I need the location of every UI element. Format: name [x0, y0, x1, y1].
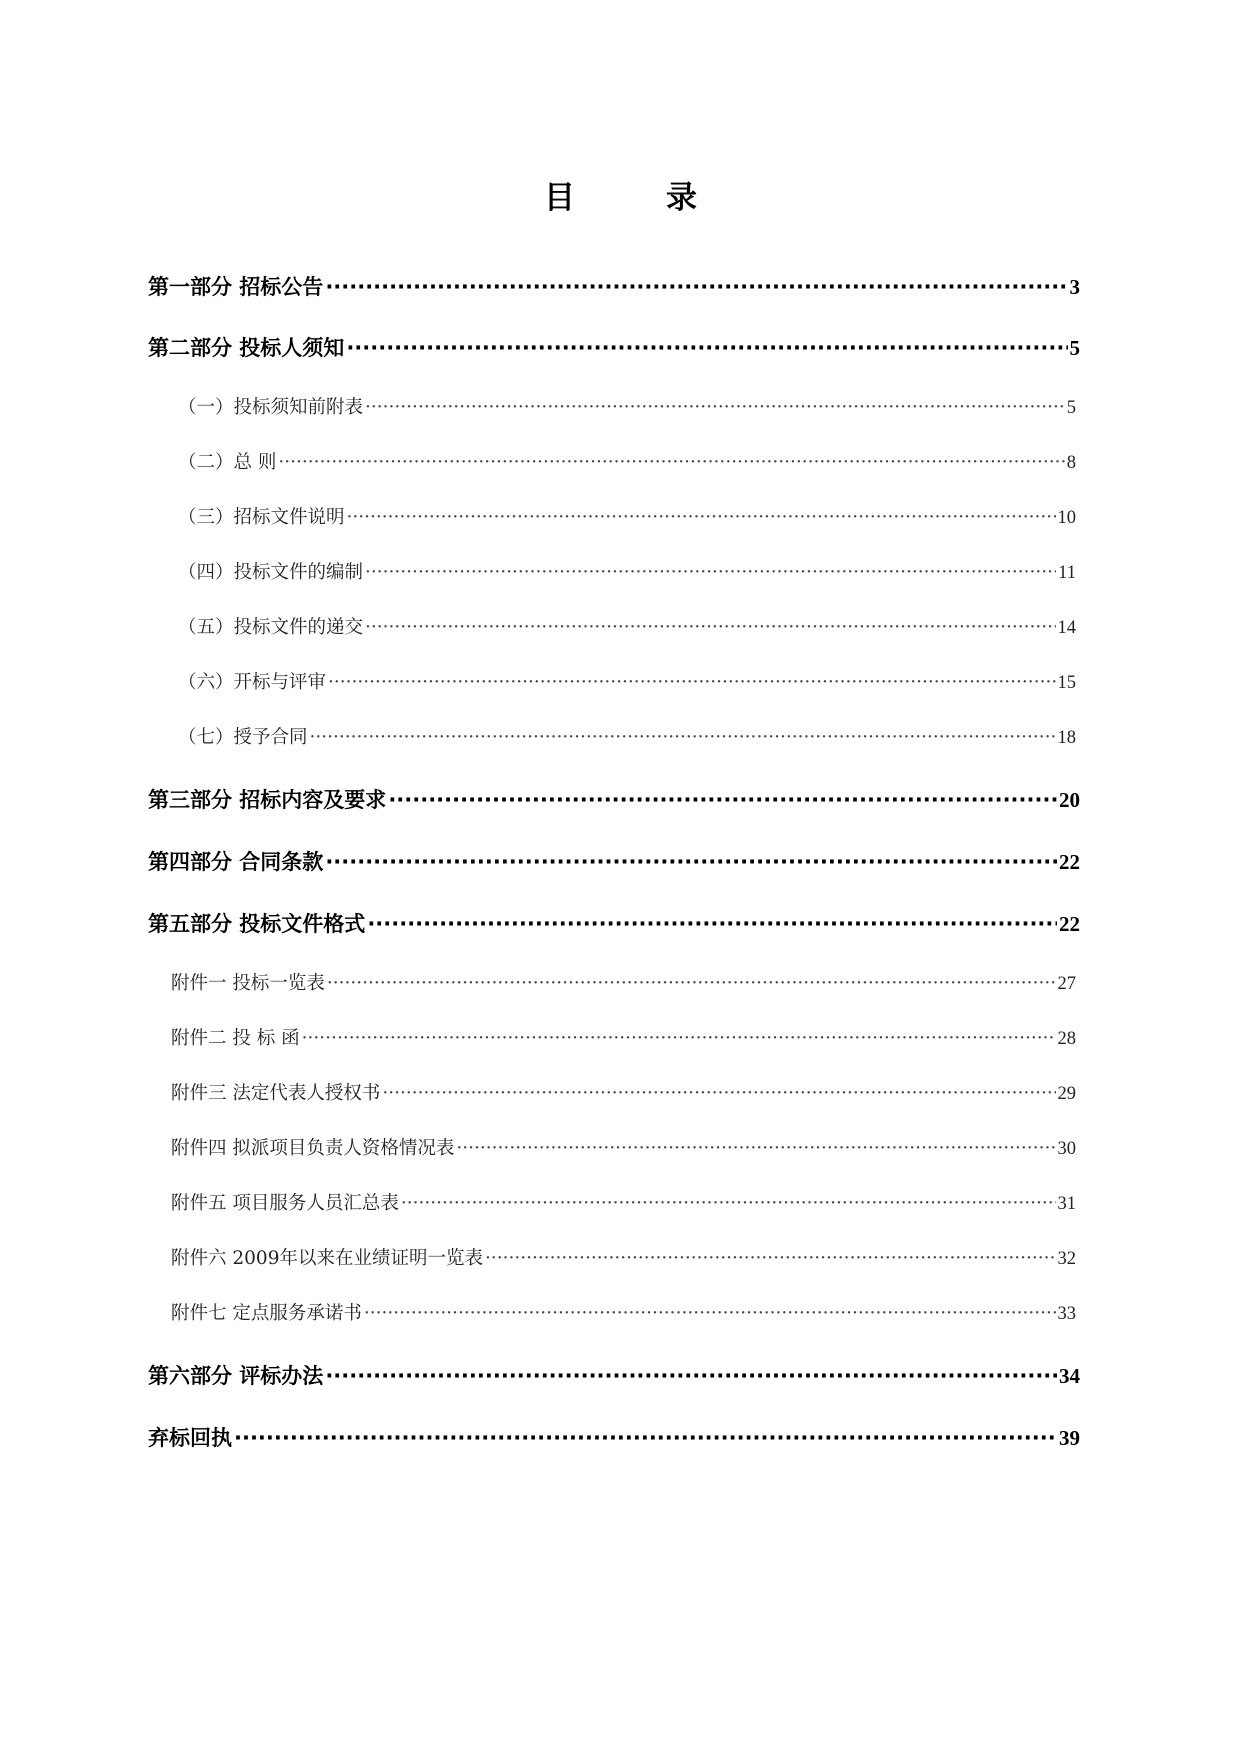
- toc-page-number: 22: [1059, 912, 1080, 936]
- dot-leader: [327, 971, 1056, 997]
- dot-leader: [310, 725, 1056, 751]
- toc-entry-label: 附件三 法定代表人授权书: [171, 1083, 381, 1104]
- toc-entry-section-2[interactable]: [178, 450, 1076, 476]
- toc-page-number: 5: [1066, 398, 1076, 418]
- dot-leader: [328, 670, 1055, 696]
- toc-page-number: 5: [1069, 336, 1080, 360]
- toc-entry-label: 附件一 投标一览表: [171, 973, 325, 994]
- toc-entry-attachment-1[interactable]: [171, 971, 1076, 997]
- toc-page-number: 28: [1057, 1029, 1076, 1049]
- toc-entry-label: 附件七 定点服务承诺书: [171, 1303, 362, 1324]
- toc-entry-label: （一）投标须知前附表: [178, 397, 364, 418]
- toc-entry-section-3[interactable]: [178, 505, 1076, 531]
- dot-leader: [401, 1191, 1056, 1217]
- dot-leader: [485, 1246, 1056, 1272]
- toc-entry-part-1[interactable]: [148, 273, 1080, 301]
- toc-entry-part-3[interactable]: [148, 786, 1080, 814]
- toc-entry-label: （七）授予合同: [178, 727, 308, 748]
- toc-page-number: 20: [1059, 788, 1080, 812]
- toc-entry-label: （二）总 则: [178, 452, 277, 473]
- dot-leader: [347, 505, 1056, 531]
- dot-leader: [325, 1362, 1057, 1390]
- toc-entry-part-6[interactable]: [148, 1362, 1080, 1390]
- toc-entry-part-5[interactable]: [148, 910, 1080, 938]
- toc-entry-section-4[interactable]: [178, 560, 1076, 586]
- toc-entry-label: 附件六 2009年以来在业绩证明一览表: [171, 1248, 483, 1269]
- dot-leader: [365, 560, 1056, 586]
- toc-entry-attachment-4[interactable]: [171, 1136, 1076, 1162]
- dot-leader: [456, 1136, 1055, 1162]
- dot-leader: [278, 450, 1064, 476]
- toc-page-number: 18: [1057, 728, 1076, 748]
- toc-entry-label: 附件四 拟派项目负责人资格情况表: [171, 1138, 455, 1159]
- dot-leader: [234, 1424, 1057, 1452]
- dot-leader: [302, 1026, 1056, 1052]
- toc-page-number: 33: [1057, 1304, 1076, 1324]
- dot-leader: [382, 1081, 1055, 1107]
- toc-page-number: 39: [1059, 1426, 1080, 1450]
- toc-entry-attachment-7[interactable]: [171, 1301, 1076, 1327]
- toc-page-number: 3: [1069, 275, 1080, 299]
- toc-entry-label: （四）投标文件的编制: [178, 562, 364, 583]
- toc-page-number: 31: [1057, 1194, 1076, 1214]
- toc-entry-attachment-5[interactable]: [171, 1191, 1076, 1217]
- toc-entry-part-2[interactable]: [148, 334, 1080, 362]
- toc-entry-abandon-receipt[interactable]: [148, 1424, 1080, 1452]
- toc-entry-label: 弃标回执: [148, 1426, 232, 1450]
- toc-entry-label: 第六部分 评标办法: [148, 1364, 324, 1388]
- toc-entry-label: （五）投标文件的递交: [178, 617, 364, 638]
- dot-leader: [325, 273, 1067, 301]
- toc-page-number: 32: [1057, 1249, 1076, 1269]
- dot-leader: [388, 786, 1057, 814]
- toc-entry-attachment-6[interactable]: [171, 1246, 1076, 1272]
- toc-page-number: 11: [1058, 563, 1076, 583]
- toc-entry-label: 附件二 投 标 函: [171, 1028, 300, 1049]
- toc-entry-section-5[interactable]: [178, 615, 1076, 641]
- toc-page-number: 22: [1059, 850, 1080, 874]
- toc-entry-label: 附件五 项目服务人员汇总表: [171, 1193, 399, 1214]
- page-title: 目 录: [544, 180, 727, 216]
- toc-entry-section-1[interactable]: [178, 395, 1076, 421]
- dot-leader: [365, 615, 1055, 641]
- toc-entry-section-6[interactable]: [178, 670, 1076, 696]
- toc-entry-label: （三）招标文件说明: [178, 507, 345, 528]
- toc-entry-section-7[interactable]: [178, 725, 1076, 751]
- toc-entry-label: （六）开标与评审: [178, 672, 327, 693]
- toc-entry-label: 第五部分 投标文件格式: [148, 912, 366, 936]
- dot-leader: [364, 1301, 1056, 1327]
- dot-leader: [367, 910, 1057, 938]
- toc-entry-label: 第二部分 投标人须知: [148, 336, 345, 360]
- toc-page-number: 10: [1057, 508, 1076, 528]
- dot-leader: [365, 395, 1065, 421]
- toc-page-number: 14: [1057, 618, 1076, 638]
- dot-leader: [346, 334, 1067, 362]
- toc-page-number: 15: [1057, 673, 1076, 693]
- toc-page-number: 30: [1057, 1139, 1076, 1159]
- toc-entry-attachment-2[interactable]: [171, 1026, 1076, 1052]
- dot-leader: [325, 848, 1057, 876]
- toc-page-number: 29: [1057, 1084, 1076, 1104]
- toc-entry-label: 第四部分 合同条款: [148, 850, 324, 874]
- toc-entry-part-4[interactable]: [148, 848, 1080, 876]
- toc-page-number: 8: [1066, 453, 1076, 473]
- toc-page-number: 34: [1059, 1364, 1080, 1388]
- toc-entry-label: 第三部分 招标内容及要求: [148, 788, 387, 812]
- toc-entry-label: 第一部分 招标公告: [148, 275, 324, 299]
- toc-entry-attachment-3[interactable]: [171, 1081, 1076, 1107]
- toc-page-number: 27: [1057, 974, 1076, 994]
